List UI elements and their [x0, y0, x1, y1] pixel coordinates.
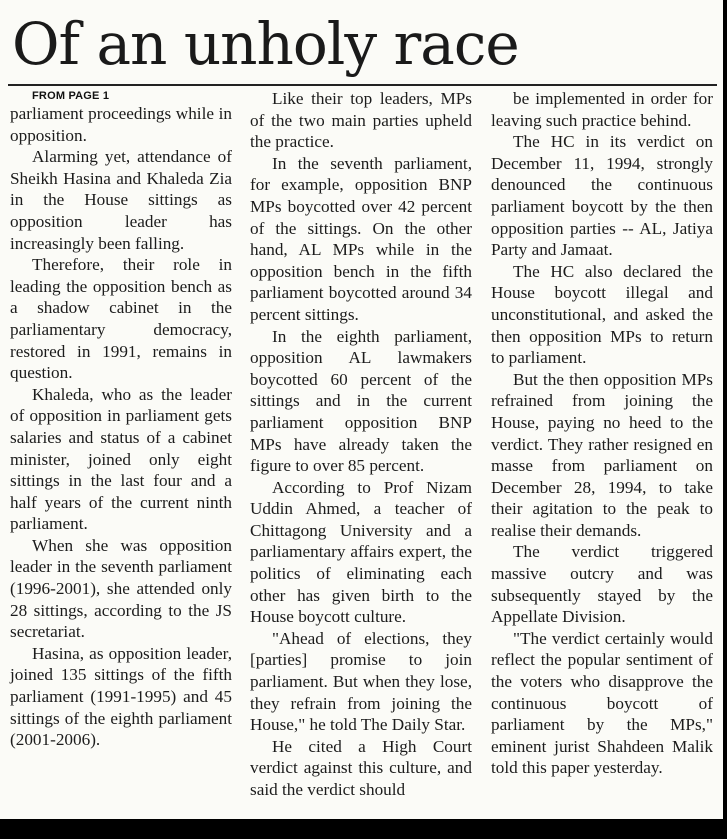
paragraph: Therefore, their role in leading the opposition bench as a shadow cabinet in the parliamentary democracy, restored in 1991, remains in question. [10, 255, 232, 383]
paragraph: According to Prof Nizam Uddin Ahmed, a teacher of Chittagong University and a parliamentary affairs expert, the politics of eliminating each other has given birth to the House boycott culture. [250, 477, 472, 627]
headline: Of an unholy race [12, 10, 519, 78]
article-column-2 [250, 88, 472, 801]
article-column-1 [10, 89, 232, 751]
article-column-3 [491, 88, 713, 779]
paragraph: "The verdict certainly would reflect the popular sentiment of the voters who disapprove the continuous boycott of parliament by the MPs," eminent jurist Shahdeen Malik told this paper yesterday. [491, 628, 713, 778]
paragraph: Hasina, as opposition leader, joined 135 sittings of the fifth parliament (1991-1995) and 45 sittings of the eighth parliament (2001-2006). [10, 643, 232, 750]
headline-rule [8, 84, 717, 86]
paragraph: In the eighth parliament, opposition AL lawmakers boycotted 60 percent of the sittings and in the current parliament opposition BNP MPs have already taken the figure to over 85 percent. [250, 326, 472, 476]
paragraph: The verdict triggered massive outcry and was subsequently stayed by the Appellate Division. [491, 542, 713, 627]
paragraph: "Ahead of elections, they [parties] promise to join parliament. But when they lose, they refrain from joining the House," he told The Daily Star. [250, 628, 472, 735]
paragraph: be implemented in order for leaving such practice behind. [491, 89, 713, 130]
paragraph: In the seventh parliament, for example, opposition BNP MPs boycotted over 42 percent of the sittings. On the other hand, AL MPs while in the opposition bench in the fifth parliament boycotted around 34 percent sittings. [250, 153, 472, 324]
scan-border [0, 819, 727, 839]
paragraph: When she was opposition leader in the seventh parliament (1996-2001), she attended only 28 sittings, according to the JS secretariat. [10, 535, 232, 642]
paragraph: The HC also declared the House boycott illegal and unconstitutional, and asked the then opposition MPs to return to parliament. [491, 261, 713, 368]
paragraph: Khaleda, who as the leader of opposition in parliament gets salaries and status of a cabinet minister, joined only eight sittings in the last four and a half years of the current ninth parliament. [10, 384, 232, 534]
jump-label: FROM PAGE 1 [32, 90, 110, 102]
paragraph: Alarming yet, attendance of Sheikh Hasina and Khaleda Zia in the House sittings as opposition leader has increasingly been falling. [10, 147, 232, 253]
paragraph: He cited a High Court verdict against this culture, and said the verdict should [250, 736, 472, 799]
paragraph: Like their top leaders, MPs of the two main parties upheld the practice. [250, 89, 472, 152]
paragraph: The HC in its verdict on December 11, 1994, strongly denounced the continuous parliament boycott by the then opposition parties -- AL, Jatiya Party and Jamaat. [491, 132, 713, 260]
paragraph: parliament proceedings while in opposition. [10, 104, 232, 145]
paragraph: But the then opposition MPs refrained from joining the House, paying no heed to the verdict. They rather resigned en masse from parliament on December 28, 1994, to take their agitation to the peak to realise their demands. [491, 369, 713, 540]
